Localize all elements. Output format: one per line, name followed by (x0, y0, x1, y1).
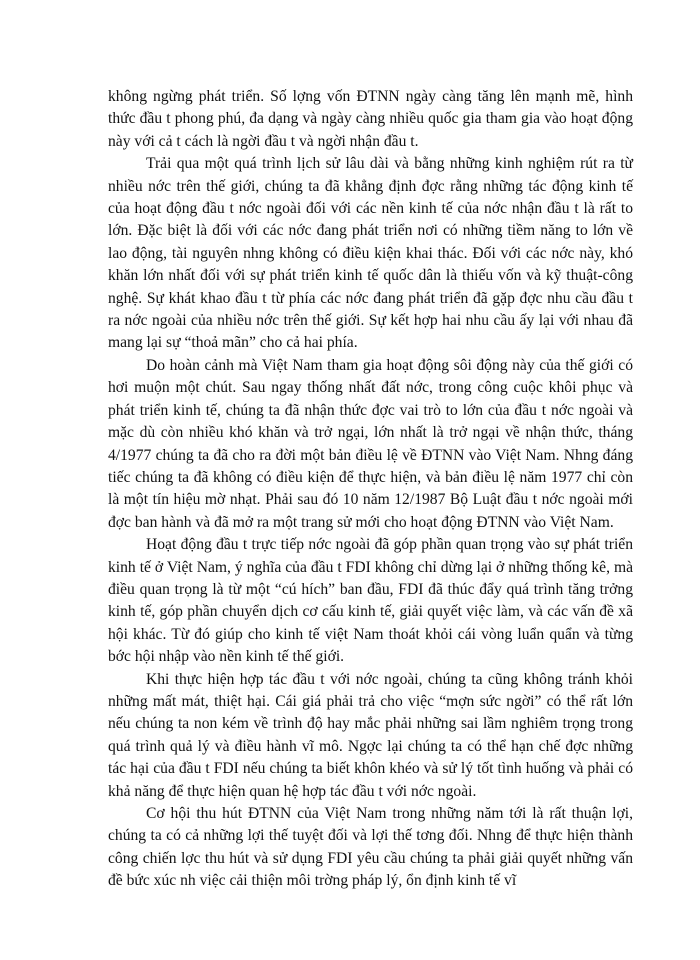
document-page (108, 86, 633, 893)
paragraph-6: Cơ hội thu hút ĐTNN của Việt Nam trong những năm tới là rất thuận lợi, chúng ta có cả những lợi thế tuyệt đối và lợi thế tơng đối. Nhng để thực hiện thành công chiến lợc thu hút và sử dụng FDI yêu cầu chúng ta phải giải quyết những vấn đề bức xúc nh việc cải thiện môi trờng pháp lý, ổn định kinh tế vĩ (108, 805, 633, 890)
paragraph-4: Hoạt động đầu t trực tiếp nớc ngoài đã góp phần quan trọng vào sự phát triển kinh tế ở Việt Nam, ý nghĩa của đầu t FDI không chỉ dừng lại ở những thống kê, mà điều quan trọng là từ một “cú hích” ban đầu, FDI đã thúc đẩy quá trình tăng trởng kinh tế, góp phần chuyển dịch cơ cấu kinh tế, giải quyết việc làm, và các vấn đề xã hội khác. Từ đó giúp cho kinh tế việt Nam thoát khỏi cái vòng luẩn quẩn và từng bớc hội nhập vào nền kinh tế thế giới. (108, 536, 633, 666)
paragraph-5: Khi thực hiện hợp tác đầu t với nớc ngoài, chúng ta cũng không tránh khỏi những mất mát, thiệt hại. Cái giá phải trả cho việc “mợn sức ngời” có thể rất lớn nếu chúng ta non kém về trình độ hay mắc phải những sai lầm nghiêm trọng trong quá trình quả lý và điều hành vĩ mô. Ngợc lại chúng ta có thể hạn chế đợc những tác hại của đầu t FDI nếu chúng ta biết khôn khéo và sử lý tốt tình huống và phải có khả năng để thực hiện quan hệ hợp tác đầu t với nớc ngoài. (108, 670, 633, 800)
paragraph-1: không ngừng phát triển. Số lợng vốn ĐTNN ngày càng tăng lên mạnh mẽ, hình thức đầu t phong phú, đa dạng và ngày càng nhiều quốc gia tham gia vào hoạt động này với cả t cách là ngời đầu t và ngời nhận đầu t. (108, 88, 633, 150)
paragraph-2: Trải qua một quá trình lịch sử lâu dài và bằng những kinh nghiệm rút ra từ nhiều nớc trên thế giới, chúng ta đã khẳng định đợc rằng những tác động kinh tế của hoạt động đầu t nớc ngoài đối với các nền kinh tế của nớc nhận đầu t là rất to lớn. Đặc biệt là đối với các nớc đang phát triển nơi có những tiềm năng to lớn về lao động, tài nguyên nhng không có điều kiện khai thác. Đối với các nớc này, khó khăn lớn nhất đối với sự phát triển kinh tế quốc dân là thiếu vốn và kỹ thuật-công nghệ. Sự khát khao đầu t từ phía các nớc đang phát triển đã gặp đợc nhu cầu đầu t ra nớc ngoài của nhiều nớc trên thế giới. Sự kết hợp hai nhu cầu ấy lại với nhau đã mang lại sự “thoả mãn” cho cả hai phía. (108, 155, 633, 352)
paragraph-3: Do hoàn cảnh mà Việt Nam tham gia hoạt động sôi động này của thế giới có hơi muộn một chút. Sau ngay thống nhất đất nớc, trong công cuộc khôi phục và phát triển kinh tế, chúng ta đã nhận thức đợc vai trò to lớn của đầu t nớc ngoài và mặc dù còn nhiều khó khăn và trở ngại, lớn nhất là trở ngại về nhận thức, tháng 4/1977 chúng ta đã cho ra đời một bản điều lệ về ĐTNN vào Việt Nam. Nhng đáng tiếc chúng ta đã không có điều kiện để thực hiện, và bản điều lệ năm 1977 chỉ còn là một tín hiệu mờ nhạt. Phải sau đó 10 năm 12/1987 Bộ Luật đầu t nớc ngoài mới đợc ban hành và đã mở ra một trang sử mới cho hoạt động ĐTNN vào Việt Nam. (108, 356, 633, 531)
